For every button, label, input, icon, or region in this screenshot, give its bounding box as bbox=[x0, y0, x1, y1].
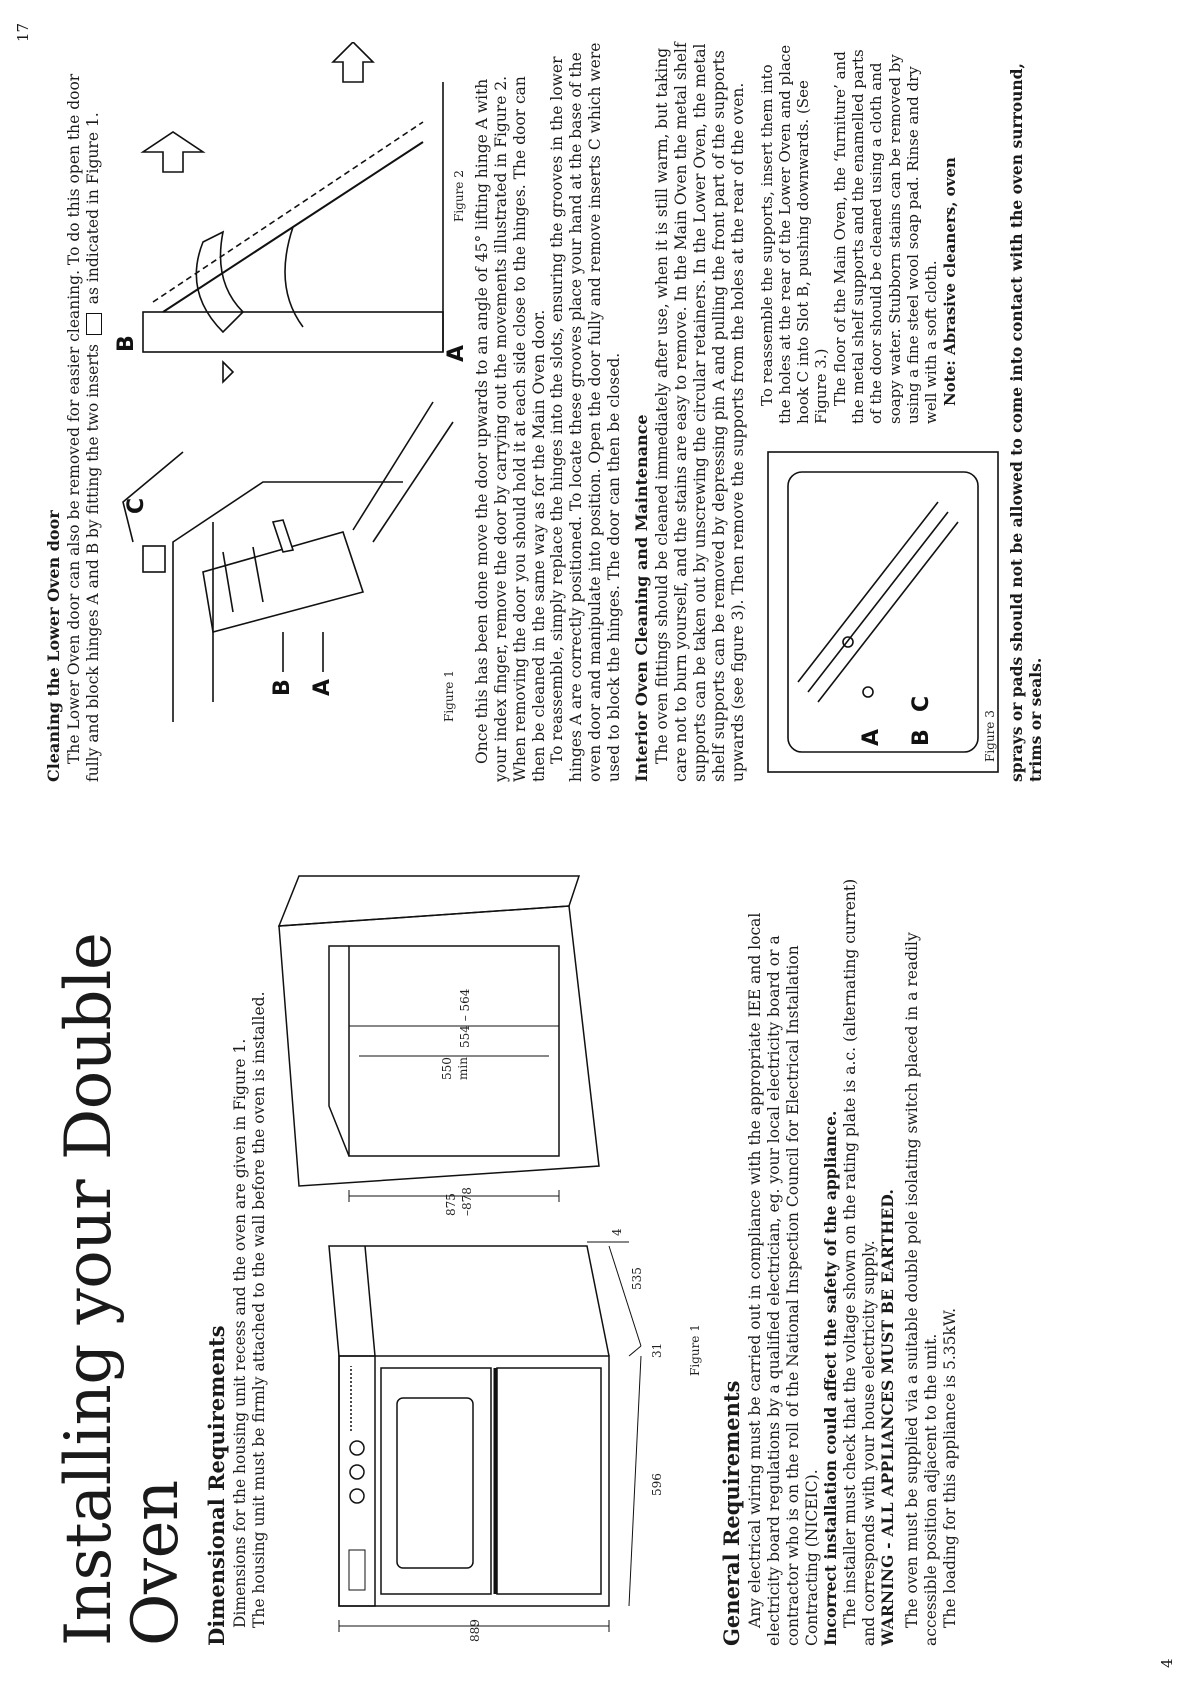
earthed-warning: WARNING - ALL APPLIANCES MUST BE EARTHED. bbox=[877, 1188, 897, 1646]
note-bold-end: sprays or pads should not be allowed to come into contact with the oven surround, trims or seals. bbox=[1006, 63, 1045, 782]
page-number-left: 4 bbox=[1158, 1658, 1176, 1668]
para-reassemble-door: To reassemble, simply replace the hinges into the slots, ensuring the grooves in the lower hinges A are correctly positioned. To locate these grooves place your hand at the base of the oven door and manipulate into position. Open the door fully and remove inserts C which were used to block the hinges. The door can then be closed. bbox=[548, 42, 624, 782]
cleaning-door-heading: Cleaning the Lower Oven door bbox=[44, 510, 63, 782]
hinge-figure-1-caption: Figure 1 bbox=[441, 670, 456, 722]
dim-889: 889 bbox=[468, 1619, 483, 1642]
oven-dimension-lines bbox=[339, 1242, 641, 1632]
right-page bbox=[40, 42, 1045, 782]
dim-535: 535 bbox=[630, 1267, 645, 1290]
hinge-figure-2-drawing bbox=[143, 42, 443, 382]
dim-875: 875 bbox=[444, 1193, 459, 1216]
interior-heading: Interior Oven Cleaning and Maintenance bbox=[632, 414, 652, 782]
hinge-fig2-label-a: A bbox=[443, 344, 469, 362]
supports-text-column bbox=[758, 42, 1008, 424]
figure-3-oven-interior bbox=[758, 442, 1008, 782]
dim-596: 596 bbox=[650, 1473, 665, 1496]
dimensional-heading: Dimensional Requirements bbox=[204, 1325, 230, 1646]
para-reassemble-supports: To reassemble the supports, insert them into the holes at the rear of the Lower Oven and place hook C into Slot B, pushing downwards. (See Figure 3.) bbox=[757, 44, 831, 424]
cleaning-door-text-tail: as indicated in Figure 1. bbox=[83, 112, 102, 305]
insert-icon bbox=[86, 313, 102, 335]
dimensional-line-2: The housing unit must be firmly attached to the wall before the oven is installed. bbox=[250, 991, 269, 1628]
dim-31: 31 bbox=[650, 1342, 665, 1358]
general-safety-bold: Incorrect installation could affect the safety of the appliance. bbox=[820, 1110, 840, 1646]
dim-4: 4 bbox=[610, 1228, 625, 1236]
note-bold-start: Note: Abrasive cleaners, oven bbox=[940, 157, 959, 406]
interior-para: The oven fittings should be cleaned immediately after use, when it is still warm, but taking care not to burn yourself, and the stains are easy to remove. In the Main Oven the metal shelf supports can be taken out by unscrewing the circular retainers. In the Lower Oven, the metal shelf supports can be removed by depressing pin A and pulling the front part of the supports upwards (see figure 3). Then remove the supports from the holes at the rear of the oven. bbox=[653, 42, 747, 782]
door-hinge-figures bbox=[103, 42, 473, 782]
fig3-label-a: A bbox=[858, 728, 884, 746]
hinge-fig2-label-b: B bbox=[113, 335, 139, 352]
hinge-fig1-label-c: C bbox=[123, 497, 149, 514]
cleaning-door-text: The Lower Oven door can also be removed for easier cleaning. To do this open the door fully and block hinges A and B by fitting the two inserts bbox=[65, 73, 102, 782]
dim-550: 550 bbox=[440, 1057, 455, 1080]
left-page bbox=[52, 866, 960, 1646]
hinge-figure-2-caption: Figure 2 bbox=[451, 170, 466, 222]
page-number-right: 17 bbox=[14, 22, 32, 42]
figure-1-oven-dimensions bbox=[269, 866, 709, 1646]
oven-front-drawing bbox=[329, 1246, 609, 1606]
page-title: Installing your Double Oven bbox=[52, 932, 194, 1646]
dim-min: min bbox=[456, 1057, 471, 1080]
general-para-voltage: The installer must check that the voltage shown on the rating plate is a.c. (alternating current) and corresponds with your house electricity supply. bbox=[840, 878, 878, 1646]
hinge-figure-1-drawing bbox=[123, 402, 453, 722]
dim-554-564: 554 – 564 bbox=[458, 988, 473, 1048]
general-para-switch: The oven must be supplied via a suitable double pole isolating switch placed in a readily accessible position adjacent to the unit. bbox=[903, 932, 941, 1646]
general-para-loading: The loading for this appliance is 5.35kW. bbox=[941, 1307, 960, 1628]
figure-3-row bbox=[758, 42, 1008, 782]
figure-1-caption: Figure 1 bbox=[688, 1324, 703, 1376]
oven-interior-drawing bbox=[768, 452, 998, 772]
figure-3-caption: Figure 3 bbox=[982, 710, 997, 762]
housing-unit-drawing bbox=[279, 876, 599, 1186]
hinge-fig1-label-a: A bbox=[309, 678, 335, 696]
dim-878: –878 bbox=[460, 1187, 475, 1216]
dimensional-line-1: Dimensions for the housing unit recess and the oven are given in Figure 1. bbox=[231, 1038, 250, 1628]
cleaning-door-para bbox=[65, 42, 103, 782]
hinge-fig1-label-b: B bbox=[269, 679, 295, 696]
fig3-label-b: B bbox=[908, 729, 934, 746]
para-remove-door: Once this has been done move the door upwards to an angle of 45° lifting hinge A with your index finger, remove the door by carrying out the movements illustrated in Figure 2. When removing the door you should hold it at each side close to the hinges. The door can then be cleaned in the same way as for the Main Oven door. bbox=[472, 75, 548, 782]
general-heading: General Requirements bbox=[719, 1380, 745, 1646]
general-para-1: Any electrical wiring must be carried out in compliance with the appropriate IEE and local electricity board regulations by a qualified electrician, eg. your local electricity board or a contractor who is on the roll of the National Inspection Council for Electrical Installation Contracting (NICEIC). bbox=[746, 912, 821, 1646]
fig3-label-c: C bbox=[908, 695, 934, 712]
para-floor-cleaning: The floor of the Main Oven, the ‘furniture’ and the metal shelf supports and the enamelled parts of the door should be cleaned using a cloth and soapy water. Stubborn stains can be removed by using a fine steel wool soap pad. Rinse and dry well with a soft cloth. bbox=[830, 49, 941, 424]
